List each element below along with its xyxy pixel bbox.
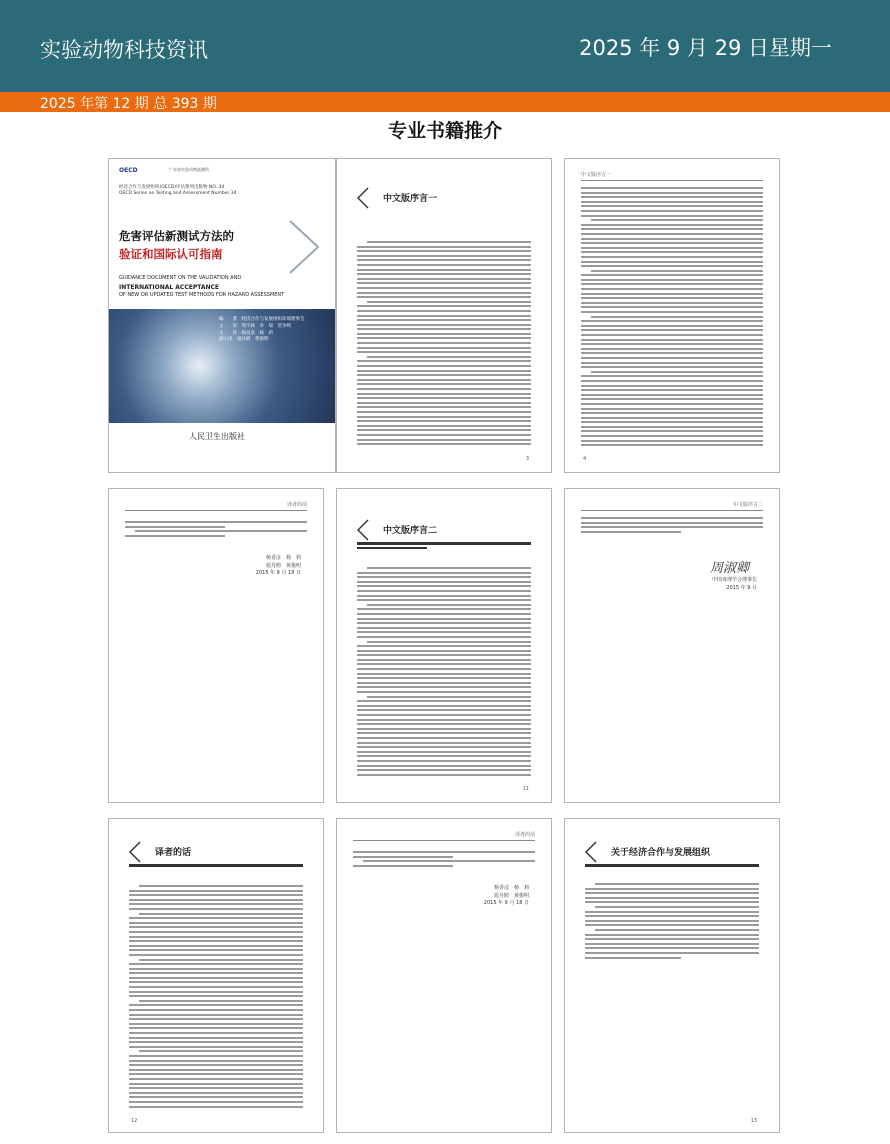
body-text (125, 521, 307, 545)
editor-line: 主 审 周宇林 李 瑞 贺争鸣 (219, 323, 291, 329)
running-head: 中文版序言一 (581, 167, 763, 181)
signature-block (484, 885, 529, 908)
page-number: 4 (583, 456, 587, 462)
body-text (585, 883, 759, 993)
body-text (357, 241, 531, 446)
page-title: 专业书籍推介 (387, 120, 502, 142)
translators-page (108, 818, 324, 1133)
header-bar (0, 0, 890, 92)
chevron-left-icon (129, 841, 141, 863)
oecd-logo: OECD (119, 167, 138, 174)
editor-line: 主 译 杨昌彦 杨 莉 (219, 330, 273, 336)
preface1-cont-page (564, 158, 780, 473)
preface2-end-page (564, 488, 780, 803)
translator-names: 杨香彦 杨 莉 扈丹鸥 黄俊明 (493, 885, 529, 899)
issue-number: 2025 年第 12 期 总 393 期 (40, 96, 217, 112)
chapter-title: 中文版序言二 (383, 526, 438, 536)
cover-en-line2: INTERNATIONAL ACCEPTANCE (119, 283, 220, 291)
body-text (581, 187, 763, 446)
running-head: 中文版序言二 (581, 497, 763, 511)
press-name: 人民卫生出版社 (189, 432, 245, 441)
signature-block (256, 555, 301, 578)
publisher-logo-text: 广东省实验动物监测所 (169, 167, 209, 172)
chapter-heading (357, 519, 531, 541)
chapter-title: 译者的话 (155, 848, 192, 858)
page-number: 3 (525, 456, 529, 462)
handwritten-signature: 周淑卿 (709, 561, 749, 576)
issue-date: 2025 年 9 月 29 日星期一 (579, 36, 832, 60)
chevron-right-icon (284, 217, 324, 277)
translators-end-page-b (336, 818, 552, 1133)
chevron-left-icon (357, 519, 369, 541)
cover-en-line1: GUIDANCE DOCUMENT ON THE VALIDATION AND (119, 275, 242, 281)
page-number: 13 (750, 1118, 757, 1124)
chapter-title: 中文版序言一 (383, 194, 438, 204)
preface2-page (336, 488, 552, 803)
cover-title-line2: 验证和国际认可指南 (119, 247, 223, 262)
chapter-heading (129, 841, 303, 863)
cover-title (119, 227, 234, 264)
series-info (119, 185, 237, 198)
series-cn: 经济合作与发展组织(OECD)评估系列出版物 NO. 34 (119, 185, 225, 190)
chapter-title: 关于经济合作与发展组织 (611, 848, 711, 858)
cover-en-line3: OF NEW OR UPDATED TEST METHODS FOR HAZARD ASSESSMENT (119, 292, 285, 298)
chevron-left-icon (357, 187, 369, 209)
cover-english-title (119, 275, 284, 300)
series-en: OECD Series on Testing and Assessment Number 34 (119, 191, 237, 197)
issue-bar (0, 92, 890, 112)
chapter-heading (357, 187, 531, 209)
preface1-page (336, 158, 552, 473)
heading-rule (585, 864, 759, 867)
book-cover (108, 158, 336, 473)
page-number: 12 (131, 1118, 138, 1124)
signature-date: 2015 年 9 月 18 日 (483, 900, 529, 906)
oecd-about-page (564, 818, 780, 1133)
editor-line: 编 著 经济合作与发展组织环境理事会 (219, 317, 305, 322)
chapter-heading (585, 841, 759, 863)
page-number: 11 (522, 786, 529, 792)
body-text (357, 567, 531, 776)
body-text (581, 517, 763, 545)
running-head: 译者的话 (353, 827, 535, 841)
cover-title-line1: 危害评估新测试方法的 (119, 229, 234, 243)
signature-date: 2015 年 9 月 (726, 584, 757, 591)
heading-rule (357, 547, 427, 549)
translators-end-page-a (108, 488, 324, 803)
editor-line: 副主译 扈丹鸥 黄俊明 (219, 337, 269, 343)
heading-rule (129, 864, 303, 867)
signature-block (712, 577, 757, 592)
running-head: 译者的话 (125, 497, 307, 511)
heading-rule (357, 542, 531, 545)
body-text (353, 851, 535, 875)
brand-title: 实验动物科技资讯 (40, 38, 208, 62)
signature-date: 2015 年 9 月 18 日 (255, 570, 301, 576)
translator-names: 杨香彦 杨 莉 扈丹鸥 黄俊明 (265, 555, 301, 569)
cover-editors (219, 317, 305, 344)
signature-org: 中国毒理学会理事长 (711, 577, 757, 583)
chevron-left-icon (585, 841, 597, 863)
body-text (129, 885, 303, 1108)
